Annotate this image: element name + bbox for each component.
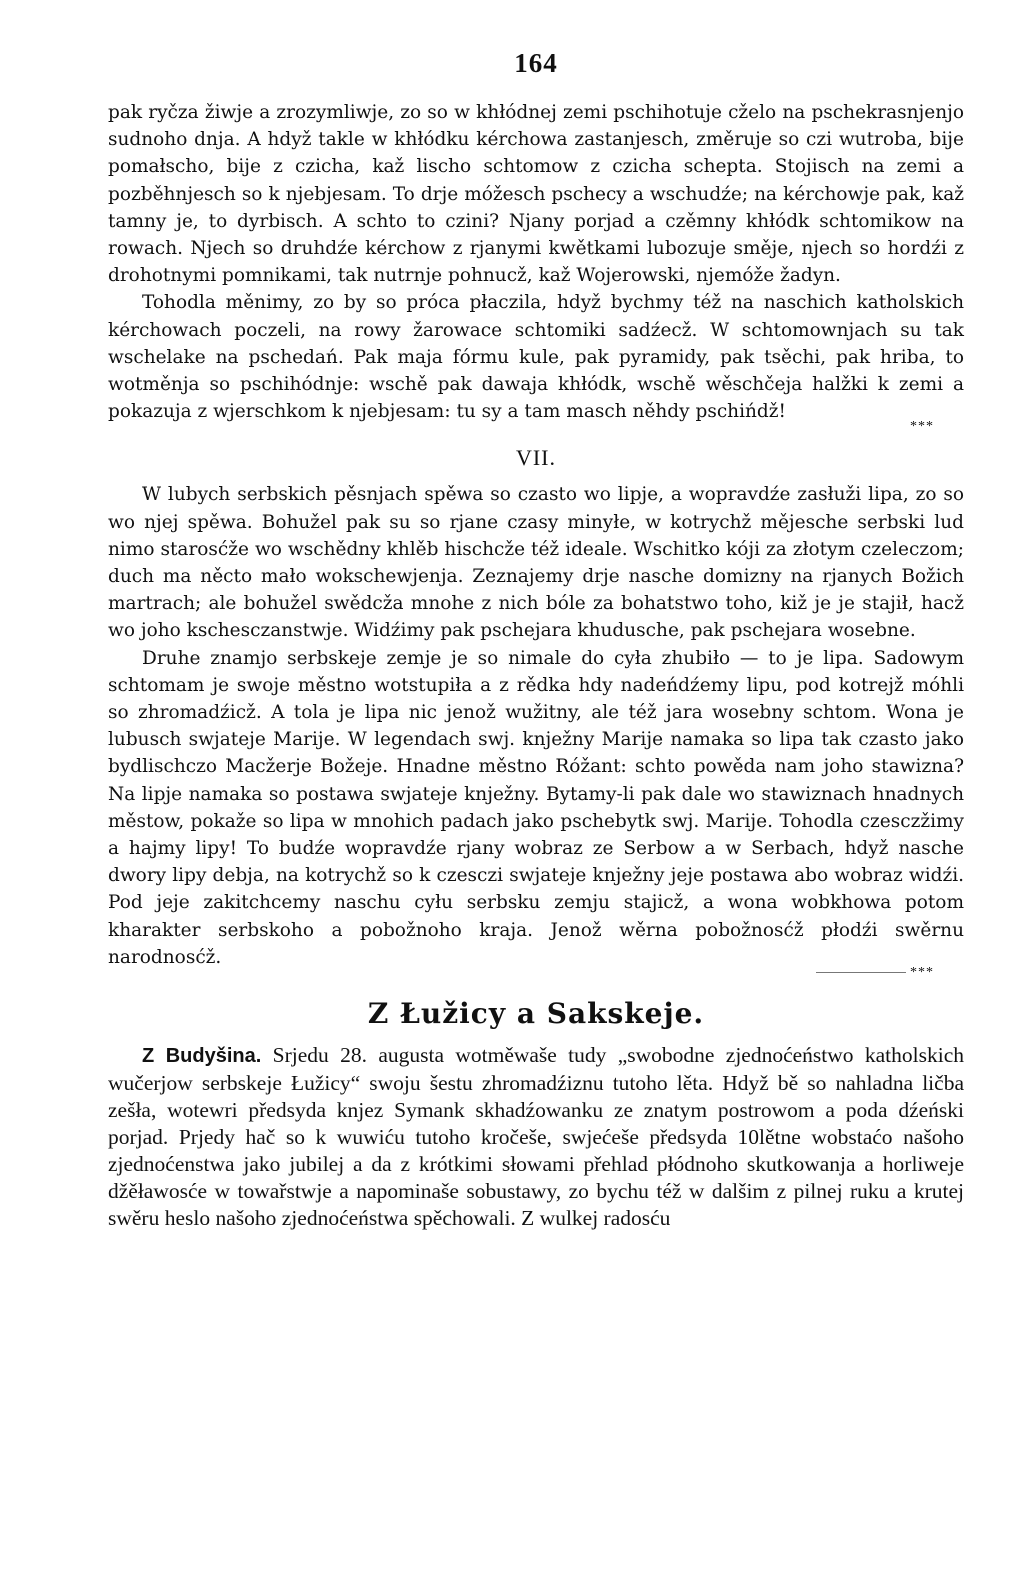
news-place: Z Budyšina. (142, 1045, 262, 1068)
paragraph: W lubych serbskich pěsnjach spěwa so czasto wo lipje, a wopravdźe zasłuži lipa, zo so wo njej spěwa. Bohužel pak su so rjane czasy minyłe, w kotrychž mějesche serbski lud nimo starosćže wo wschědny khlěb hischcže též ideale. Wschitko kóji za złotym czeleczom; duch ma něcto mało wokschewjenja. Zeznajemy drje nasche domizny na rjanych Božich martrach; ale bohužel swědcža mnohe z nich bóle za bohatstwo toho, kiž je je stajił, hacž wo joho kschesczanstwje. Widźimy pak pschejara khudusche, pak pschejara wosebne. (108, 484, 964, 642)
article-cemetery (108, 99, 964, 425)
news-paragraph (108, 1042, 964, 1232)
news-text: Srjedu 28. augusta wotměwaše tudy „swobodne zjednoćeństwo katholskich wučerjow serbskeje Łužicy“ swoju šestu zhromadźiznu tutoho lěta. Hdyž bě so nahladna ličba zešła, wotewri předsyda knjez Symank skhadźowanku ze znatym postrowom a poda dźeński porjad. Prjedy hač so k wuwiću tutoho kročeše, swjećeše předsyda 10lětne wobstaćo našoho zjednoćenstwa jako jubilej a da z krótkimi słowami přehlad płódnoho skutkowanja a horliweje džěławosće w towařstwje a napominaše sobustawy, zo bychu též w dalšim z pilnej ruku a krutej swěru heslo našoho zjednoćeństwa spěchowali. Z wulkej radosću (108, 1043, 965, 1231)
paragraph: Druhe znamjo serbskeje zemje je so nimale do cyła zhubiło — to je lipa. Sadowym schtomam je swoje městno wotstupiła a z rědka hdy nadeńdźemy lipu, pod kotrejž móhli so zhromadźicž. A tola je lipa nic jenož wužitny, ale též jara wosebny schtom. Wona je lubusch swjateje Marije. W legendach swj. knježny Marije namaka so lipa tak czasto jako bydlischczo Macžerje Božeje. Hnadne městno Róžant: schto powěda nam joho stawizna? Na lipje namaka so postawa swjateje knježny. Bytamy-li pak dale wo stawiznach hnadnych městow, pokaže so lipa w mnohich padach jako pschebytk swj. Marije. Tohodla czesczžimy a hajmy lipy! To budźe wopravdźe rjany wobraz ze Serbow a w Serbach, hdyž nasche dwory lipy debja, na kotrychž so k czesczi swjateje knježny jeje postawa abo wobraz widźi. Pod jeje zakitchcemy naschu cyłu serbsku zemju stajicž, a wona wobkhowa potom kharakter serbskoho a pobožnoho kraja. Jenož wěrna pobožnosćž płodźi swěrnu narodnosćž. (108, 647, 964, 968)
section-separator-stars: *** (910, 419, 934, 435)
paragraph: pak ryčza žiwje a zrozymliwje, zo so w khłódnej zemi pschihotuje cželo na pschekrasnjenjo sudnoho dnja. A hdyž takle w khłódku kérchowa zastanjesch, změruje so czi wutroba, bije pomałscho, bije z czicha, kaž lischo schtomow z czicha schepta. Stojisch na zemi a pozběhnjesch so k njebjesam. To drje móžesch pschecy a wschudźe; na kérchowje pak, kaž tamny je, to dyrbisch. A schto to czini? Njany porjad a czěmny khłódk schtomikow na rowach. Njech so druhdźe kérchow z rjanymi kwětkami lubozuje směje, njech so hordźi z drohotnymi pomnikami, tak nutrnje pohnucž, kaž Wojerowski, njemóže žadyn. (108, 102, 964, 287)
horizontal-rule (816, 972, 906, 973)
stars-text: *** (910, 965, 934, 981)
article-linden (108, 481, 964, 971)
section-numeral: VII. (515, 445, 557, 471)
section-separator-stars (108, 965, 964, 981)
section-title: Z Łužicy a Sakskeje. (367, 997, 705, 1031)
page-number: 164 (514, 48, 558, 78)
paragraph: Tohodla měnimy, zo by so próca płaczila, hdyž bychmy též na naschich katholskich kérchowach poczeli, na rowy žarowace schtomiki sadźecž. W schtomownjach su tak wschelake na pschedań. Pak maja fórmu kule, pak pyramidy, pak tsěchi, pak hriba, to wotměnja so pschihódnje: wschě pak dawaja khłódk, wschě wěschčeja halžki k zemi a pokazuja z wjerschkom k njebjesam: tu sy a tam masch něhdy pschińdž! (108, 292, 964, 423)
document-page (108, 48, 964, 1548)
